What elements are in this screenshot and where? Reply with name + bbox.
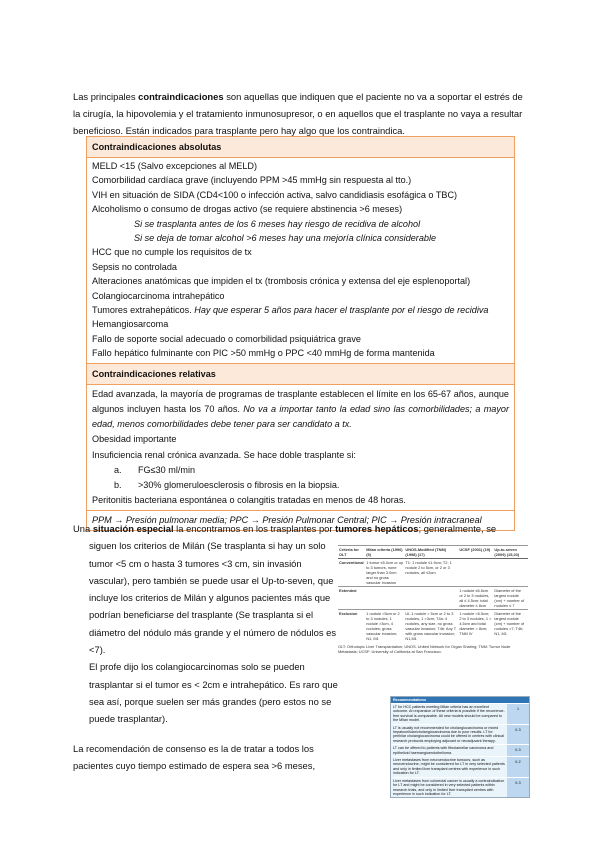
obesidad-item: Obesidad importante — [92, 434, 177, 445]
absolutas-item: Colangiocarcinoma intrahepático — [92, 290, 225, 301]
absolutas-list — [87, 158, 514, 364]
criteria-table-figure — [338, 545, 528, 654]
milan-paragraph: siguen los criterios de Milán (Se trasplanta si hay un solo tumor <5 cm o hasta 3 tumores <3 cm, sin invasión vascular), pero también se puede usar el Up-to-seven, que incluye los criterios de Milán y algunos pacientes más que podrían beneficiarse del trasplante (Se trasplanta si el diámetro del nódulo más grande y el número de nódulos es <7). — [89, 540, 337, 656]
criteria-cell: Diameter of the largest nodule (cm) + number of nodules >7; T4b; N1, M1 — [493, 610, 528, 643]
criteria-cell: UL 1 nodule > 5cm or 2 to 3 nodules, 1 >3cm; T4a: 4 nodules, any size, no gross vascular invasion; T4b: Any T with gross vascular invasion; N1,M1 — [404, 610, 458, 643]
absolutas-item: VIH en situación de SIDA (CD4<100 o infección activa, salvo candidiasis esofágica o TBC) — [92, 189, 458, 200]
absolutas-item: Si se trasplanta antes de los 6 meses hay riesgo de recidiva de alcohol — [134, 218, 421, 229]
recommendation-row — [391, 744, 529, 756]
criteria-cell — [458, 559, 493, 587]
sub-item-b-text: >30% glomeruloesclerosis o fibrosis en la biopsia. — [138, 479, 340, 490]
criteria-cell: Exclusion — [338, 610, 365, 643]
special-situation-line — [73, 520, 533, 537]
absolutas-item: Hemangiosarcoma — [92, 319, 169, 330]
edad-item — [92, 387, 509, 433]
recommendation-grade: II-2 — [507, 757, 529, 777]
criteria-header-cell: Criteria for OLT — [338, 546, 365, 559]
absolutas-item: Si se deja de tomar alcohol >6 meses hay una mejoría clínica considerable — [134, 233, 437, 244]
recommendations-title: Recommendations — [391, 697, 529, 703]
absolutas-item: Fallo de soporte social adecuado o comorbilidad psiquiátrica grave — [92, 333, 361, 344]
recommendation-row — [391, 756, 529, 777]
recommendation-text: LT is usually not recommended for cholangiocarcinoma or mixed hepatocellular/cholangiocarcinoma due to poor results. LT for perihilar cholangiocarcinoma could be offered in centres with clinical research protocols employing adjuvant or neoadjuvant therapy. — [391, 725, 507, 745]
ss-text-a: Una — [73, 523, 93, 534]
absolutas-item: Sepsis no controlada — [92, 261, 177, 272]
criteria-cell: 1 tumor ≤5.0cm or up to 3 tumors, none larger than 3.0cm and no gross vascular invasion — [366, 560, 404, 585]
recommendation-text: Liver metastases from neuroendocrine tumours, such as neuroendocrine, might be considered for LT in very selected patients and only in limited liver transplant centres with experience in such indication for LT. — [391, 757, 507, 777]
tumores-item — [92, 303, 509, 317]
recommendation-row — [391, 777, 529, 798]
criteria-table-header — [338, 546, 528, 559]
recommendation-grade: 1 — [507, 704, 529, 724]
peritonitis-item: Peritonitis bacteriana espontánea o colangitis tratadas en menos de 48 horas. — [92, 495, 406, 506]
sub-item-b — [92, 478, 509, 493]
table-row — [338, 559, 528, 587]
absolutas-item: Fallo hepático fulminante con PIC >50 mmHg o PPC <40 mmHg de forma mantenida — [92, 348, 435, 359]
tumores-italic: Hay que esperar 5 años para hacer el trasplante por el riesgo de recidiva — [194, 305, 489, 316]
recommendation-text: Liver metastases from colorectal cancer is usually a contraindication for LT and might be considered in very selected patients within research trials, and only in limited liver transplant centres with experience in such indication for LT. — [391, 778, 507, 798]
intro-text-1: Las principales — [73, 91, 139, 102]
criteria-table-note: OLT: Orthotopic Liver Transplantation; UNOS: United Network for Organ Sharing; TNM: Tumor Node Metastasis; UCSF: University of California at San Francisco. — [338, 644, 511, 654]
criteria-table — [338, 545, 528, 642]
recommendations-figure — [390, 696, 530, 798]
relativas-heading: Contraindicaciones relativas — [87, 364, 514, 385]
insuficiencia-item: Insuficiencia renal crónica avanzada. Se hace doble trasplante si: — [92, 449, 356, 460]
absolutas-item: Comorbilidad cardíaca grave (incluyendo PPM >45 mmHg sin respuesta al tto.) — [92, 175, 412, 186]
criteria-header-cell: UCSF (2001) (19) — [458, 546, 493, 559]
criteria-header-cell: Up-to-seven (2009) (15,20) — [493, 546, 528, 559]
criteria-cell: T1: 1 nodule ≤1.9cm; T2: 1 nodule 2 to 5cm, or 2 or 3 nodules, all ≤3cm — [404, 559, 458, 587]
criteria-cell: 1 nodule ≤6.5cm or 2 to 3 nodules, all ≤ 4.5cm; total diameter ≤ 8cm — [458, 587, 493, 610]
recommendation-row — [391, 724, 529, 745]
ss-bold-d: tumores hepáticos — [335, 523, 419, 534]
criteria-cell — [365, 587, 404, 610]
recommendation-row — [391, 703, 529, 724]
recommendation-grade: II-3 — [507, 725, 529, 745]
recommendation-grade: II-3 — [507, 745, 529, 756]
colangio-paragraph: El profe dijo los colangiocarcinomas solo se pueden trasplantar si el tumor es < 2cm e intrahepático. Es raro que sea así, porque suelen ser más grandes (pero estos no se puede trasplantar). — [89, 661, 338, 725]
criteria-header-cell: Milan criteria (1996) (5) — [366, 547, 403, 557]
ss-text-e: ; generalmente, se — [418, 523, 497, 534]
edad-italic: No va a importar tanto la edad sino las comorbilidades; a mayor edad, menos comorbilidades debe tener para ser candidato a tx. — [92, 403, 509, 430]
criteria-cell: Conventional — [338, 559, 365, 587]
consenso-paragraph: La recomendación de consenso es la de tratar a todos los pacientes cuyo tiempo estimado de espera sea >6 meses, — [73, 742, 316, 771]
table-row — [338, 587, 528, 610]
abbreviations-footnote: PPM → Presión pulmonar media; PPC → Presión Pulmonar Central; PIC → Presión intracraneal — [92, 515, 482, 526]
criteria-header-cell: UNOS-Modified (TNM) (1998) (17) — [404, 546, 458, 559]
intro-paragraph — [73, 88, 528, 139]
sub-item-a-marker: a. — [114, 464, 122, 475]
criteria-cell: Extended — [338, 587, 365, 610]
relativas-list — [87, 385, 514, 512]
recommendation-grade: II-3 — [507, 778, 529, 798]
criteria-cell — [404, 587, 458, 610]
absolutas-item: MELD <15 (Salvo excepciones al MELD) — [92, 161, 258, 171]
absolutas-item: Alteraciones anatómicas que impiden el tx (trombosis crónica y extensa del eje esplenoportal) — [92, 276, 471, 287]
edad-text: Edad avanzada, la mayoría de programas de trasplante establecen el límite en los 65-67 años, aunque algunos incluyen hasta los 70 años. — [92, 388, 509, 414]
absolutas-item: Alcoholismo o consumo de drogas activo (se requiere abstinencia >6 meses) — [92, 204, 403, 215]
contraindications-box — [86, 136, 515, 531]
criteria-cell: 1 nodule >6.5cm; 2 to 3 nodules, 1 > 4.5cm and total diameter > 8cm; TNM IV — [458, 610, 493, 643]
absolutas-heading: Contraindicaciones absolutas — [87, 137, 514, 158]
intro-text-2: son aquellas que indiquen que el paciente no va a soportar el estrés de la cirugía, la hipovolemia y el tratamiento inmunosupresor, o en aquellos que el trasplante no vaya a resultar beneficioso. Están indicados para trasplante pero hay algo que los contraindica. — [73, 91, 523, 136]
criteria-cell: Diameter of the largest nodule (cm) + number of nodules ≤ 7 — [493, 587, 528, 610]
intro-bold: contraindicaciones — [138, 91, 224, 102]
sub-item-a — [92, 463, 509, 478]
recommendation-text: LT can be offered to patients with fibrolamellar carcinoma and epithelioid haemangioendothelioma. — [391, 745, 507, 756]
ss-bold-b: situación especial — [92, 523, 174, 534]
criteria-cell: 1 nodule >5cm or 2 to 3 nodules, 1 nodule >3cm, 4 nodules; gross vascular invasion; N1, M1 — [365, 610, 404, 643]
tumores-text: Tumores extrahepáticos. — [92, 305, 195, 316]
absolutas-item: HCC que no cumple los requisitos de tx — [92, 247, 252, 258]
sub-item-b-marker: b. — [114, 479, 122, 490]
sub-item-a-text: FG≤30 ml/min — [138, 464, 196, 475]
ss-text-c: la encontramos en los trasplantes por — [173, 523, 336, 534]
table-row — [338, 610, 528, 643]
criteria-cell — [493, 559, 528, 587]
recommendation-text: LT for HCC patients meeting Milan criteria has an excellent outcome. An expansion of these criteria is possible if the recurrence-free survival is comparable. All new models should be compared to the Milan model. — [391, 704, 507, 724]
